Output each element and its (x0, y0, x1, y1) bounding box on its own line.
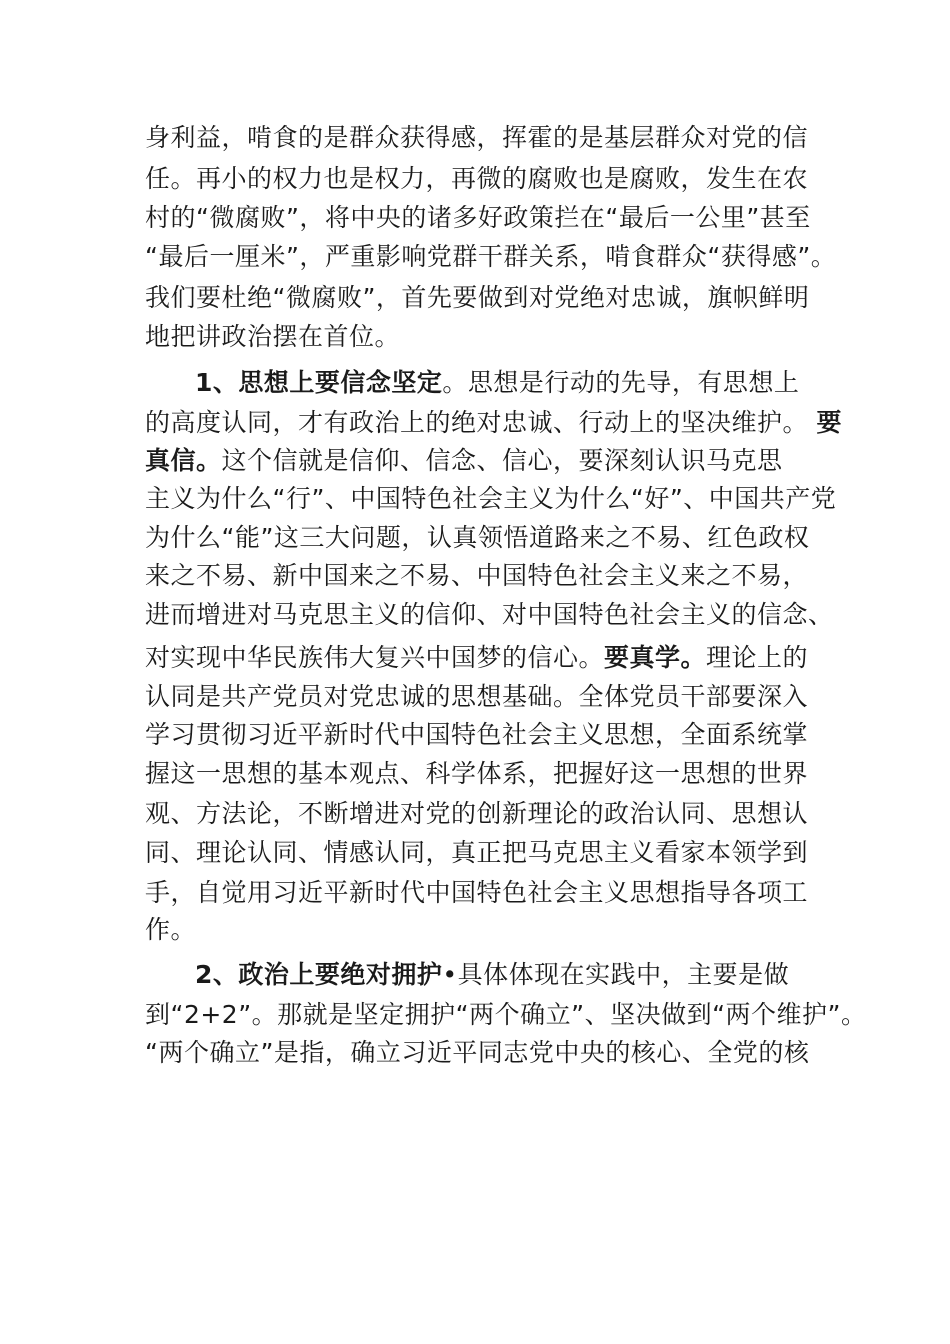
text-line: 作。 (145, 915, 197, 944)
text-line: 为什么“能”这三大问题，认真领悟道路来之不易、红色政权 (145, 523, 810, 552)
section-heading-line: 2、政治上要绝对拥护•具体体现在实践中，主要是做 (195, 960, 790, 989)
text-line: 我们要杜绝“微腐败”，首先要做到对党绝对忠诚，旗帜鲜明 (145, 283, 810, 312)
text-line: 地把讲政治摆在首位。 (145, 322, 401, 351)
text-line: 的高度认同，才有政治上的绝对忠诚、行动上的坚决维护。 要 (145, 408, 842, 437)
bold-phrase: 要真学。 (604, 643, 707, 672)
text-line: 到“2+2”。那就是坚定拥护“两个确立”、坚决做到“两个维护”。 (145, 1000, 867, 1029)
text-line: 村的“微腐败”，将中央的诸多好政策拦在“最后一公里”甚至 (145, 203, 811, 232)
text-line: 真信。这个信就是信仰、信念、信心，要深刻认识马克思 (145, 446, 783, 475)
text-line: 来之不易、新中国来之不易、中国特色社会主义来之不易， (145, 561, 809, 590)
text-line: 主义为什么“行”、中国特色社会主义为什么“好”、中国共产党 (145, 484, 837, 513)
text-line: 手，自觉用习近平新时代中国特色社会主义思想指导各项工 (145, 878, 809, 907)
section-heading: 2、政治上要绝对拥护 (195, 960, 443, 989)
text-line: 身利益，啃食的是群众获得感，挥霍的是基层群众对党的信 (145, 123, 809, 152)
text-line: 对实现中华民族伟大复兴中国梦的信心。要真学。理论上的 (145, 643, 809, 672)
text-line: 认同是共产党员对党忠诚的思想基础。全体党员干部要深入 (145, 682, 809, 711)
bold-phrase: 要 (816, 408, 842, 437)
text-line: 任。再小的权力也是权力，再微的腐败也是腐败，发生在农 (145, 164, 809, 193)
text-line: 观、方法论，不断增进对党的创新理论的政治认同、思想认 (145, 799, 809, 828)
text-line: 学习贯彻习近平新时代中国特色社会主义思想，全面系统掌 (145, 720, 809, 749)
text-line: 握这一思想的基本观点、科学体系，把握好这一思想的世界 (145, 759, 809, 788)
text-line: 同、理论认同、情感认同，真正把马克思主义看家本领学到 (145, 838, 809, 867)
text-line: “最后一厘米”，严重影响党群干群关系，啃食群众“获得感”。 (145, 242, 837, 271)
text-line: 进而增进对马克思主义的信仰、对中国特色社会主义的信念、 (145, 600, 834, 629)
section-heading-line: 1、思想上要信念坚定。思想是行动的先导，有思想上 (195, 368, 800, 397)
section-heading: 1、思想上要信念坚定 (195, 368, 443, 397)
text-line: “两个确立”是指，确立习近平同志党中央的核心、全党的核 (145, 1038, 810, 1067)
bold-phrase: 真信。 (145, 446, 222, 475)
